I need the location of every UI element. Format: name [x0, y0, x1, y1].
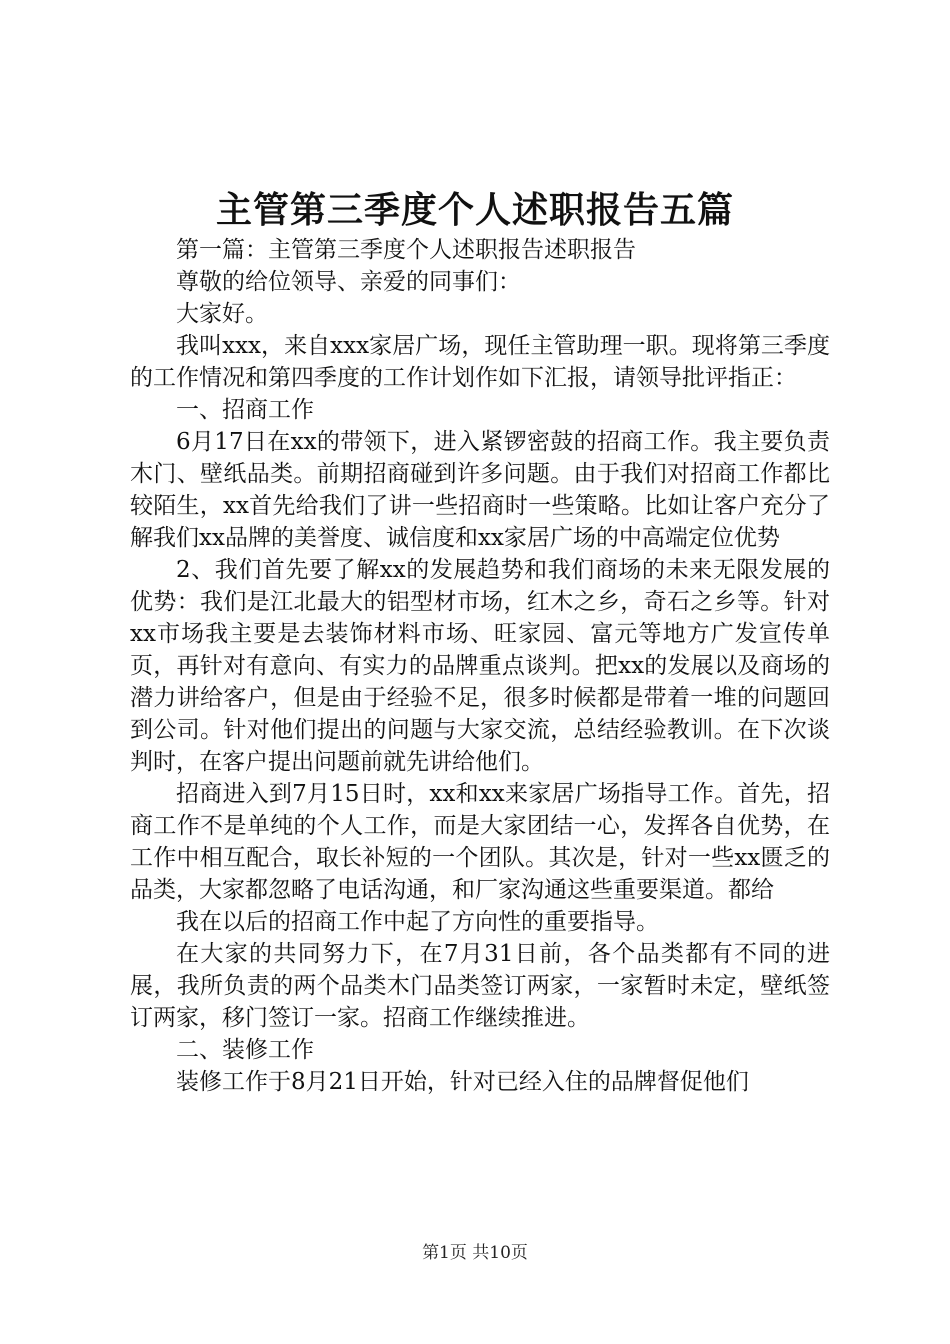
- paragraph: 在大家的共同努力下，在7月31日前，各个品类都有不同的进展，我所负责的两个品类木门品类签订两家，一家暂时未定，壁纸签订两家，移门签订一家。招商工作继续推进。: [130, 941, 830, 1031]
- paragraph: 招商进入到7月15日时，xx和xx来家居广场指导工作。首先，招商工作不是单纯的个人工作，而是大家团结一心，发挥各自优势，在工作中相互配合，取长补短的一个团队。其次是，针对一些xx匮乏的品类，大家都忽略了电话沟通，和厂家沟通这些重要渠道。都给: [130, 781, 830, 903]
- page-number-footer: 第1页 共10页: [422, 1243, 528, 1263]
- paragraph: 我在以后的招商工作中起了方向性的重要指导。: [176, 909, 659, 935]
- paragraph: 2、我们首先要了解xx的发展趋势和我们商场的未来无限发展的优势：我们是江北最大的铝型材市场，红木之乡，奇石之乡等。针对xx市场我主要是去装饰材料市场、旺家园、富元等地方广发宣传单页，再针对有意向、有实力的品牌重点谈判。把xx的发展以及商场的潜力讲给客户，但是由于经验不足，很多时候都是带着一堆的问题回到公司。针对他们提出的问题与大家交流，总结经验教训。在下次谈判时，在客户提出问题前就先讲给他们。: [130, 557, 830, 775]
- paragraph: 我叫xxx，来自xxx家居广场，现任主管助理一职。现将第三季度的工作情况和第四季度的工作计划作如下汇报，请领导批评指正：: [130, 333, 830, 391]
- paragraph: 6月17日在xx的带领下，进入紧锣密鼓的招商工作。我主要负责木门、壁纸品类。前期招商碰到许多问题。由于我们对招商工作都比较陌生，xx首先给我们了讲一些招商时一些策略。比如让客户充分了解我们xx品牌的美誉度、诚信度和xx家居广场的中高端定位优势: [130, 429, 830, 551]
- paragraph: 尊敬的给位领导、亲爱的同事们：: [176, 269, 521, 295]
- paragraph: 装修工作于8月21日开始，针对已经入住的品牌督促他们: [176, 1069, 749, 1095]
- document-body: [130, 234, 830, 1098]
- document-title: 主管第三季度个人述职报告五篇: [215, 189, 734, 231]
- section-heading: 一、招商工作: [176, 397, 314, 423]
- paragraph: 第一篇：主管第三季度个人述职报告述职报告: [176, 237, 636, 263]
- section-heading: 二、装修工作: [176, 1037, 314, 1063]
- paragraph: 大家好。: [176, 301, 268, 327]
